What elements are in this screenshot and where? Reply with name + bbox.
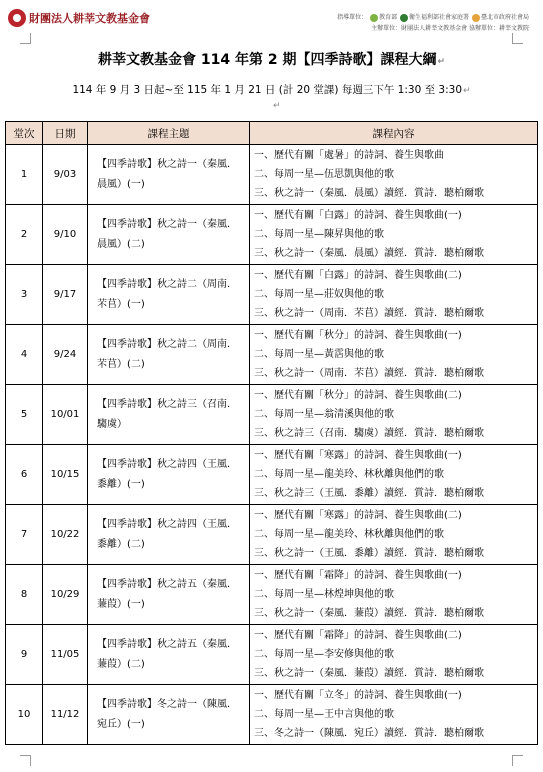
session-number-cell: 1 xyxy=(6,145,43,205)
sponsor-label: 指導單位： xyxy=(337,14,368,21)
foundation-logo xyxy=(8,8,150,28)
topic-cell: 【四季詩歌】秋之詩四（王風．黍離）(二) xyxy=(88,505,250,565)
topic-cell: 【四季詩歌】秋之詩三（召南．騶虞） xyxy=(88,385,250,445)
session-number-cell: 5 xyxy=(6,385,43,445)
date-cell: 10/22 xyxy=(43,505,88,565)
content-cell xyxy=(250,565,538,625)
content-line: 一、歷代有關「霜降」的詩詞、養生與歌曲(二) xyxy=(254,630,462,641)
date-cell: 10/29 xyxy=(43,565,88,625)
course-table xyxy=(5,121,538,745)
content-line: 二、每周一星—龍美玲、林秋離與他們的歌 xyxy=(254,469,444,480)
content-cell xyxy=(250,625,538,685)
mohw-badge-icon xyxy=(400,14,408,22)
date-cell: 9/03 xyxy=(43,145,88,205)
content-line: 三、秋之詩一（周南．芣苢）讀經．賞詩．聽柏爾歌 xyxy=(254,368,484,379)
content-line: 一、歷代有關「秋分」的詩詞、養生與歌曲(二) xyxy=(254,390,462,401)
sponsor-line-1 xyxy=(337,12,529,22)
topic-cell: 【四季詩歌】秋之詩二（周南．芣苢）(二) xyxy=(88,325,250,385)
sponsor-line-2: 主辦單位：財團法人耕莘文教基金會 協辦單位：耕莘文教院 xyxy=(371,25,529,32)
session-number-cell: 2 xyxy=(6,205,43,265)
content-line: 三、秋之詩一（秦風．晨風）讀經．賞詩．聽柏爾歌 xyxy=(254,248,484,259)
header-content: 課程內容 xyxy=(250,122,538,145)
paragraph-mark-icon: ↵ xyxy=(437,57,445,67)
content-line: 一、歷代有關「寒露」的詩詞、養生與歌曲(一) xyxy=(254,450,462,461)
corner-mark-top-right xyxy=(512,33,523,44)
topic-cell: 【四季詩歌】秋之詩二（周南．芣苢）(一) xyxy=(88,265,250,325)
corner-mark-top-left xyxy=(20,33,31,44)
date-cell: 10/15 xyxy=(43,445,88,505)
table-row xyxy=(6,385,538,445)
content-cell xyxy=(250,325,538,385)
corner-mark-bottom-left xyxy=(20,755,31,766)
date-cell: 9/17 xyxy=(43,265,88,325)
session-number-cell: 10 xyxy=(6,685,43,745)
content-line: 一、歷代有關「霜降」的詩詞、養生與歌曲(一) xyxy=(254,570,462,581)
page-title xyxy=(0,49,543,69)
session-number-cell: 3 xyxy=(6,265,43,325)
paragraph-mark-icon: ↵ xyxy=(463,86,471,96)
date-cell: 9/10 xyxy=(43,205,88,265)
table-row xyxy=(6,565,538,625)
table-row xyxy=(6,445,538,505)
date-cell: 10/01 xyxy=(43,385,88,445)
moe-badge-icon xyxy=(370,14,378,22)
foundation-logo-text: 財團法人耕莘文教基金會 xyxy=(29,12,150,25)
content-line: 二、每周一星—黃霑與他的歌 xyxy=(254,349,384,360)
content-cell xyxy=(250,385,538,445)
table-row xyxy=(6,625,538,685)
table-row xyxy=(6,145,538,205)
date-cell: 11/12 xyxy=(43,685,88,745)
topic-cell: 【四季詩歌】秋之詩四（王風．黍離）(一) xyxy=(88,445,250,505)
content-line: 三、秋之詩一（秦風．蒹葭）讀經．賞詩．聽柏爾歌 xyxy=(254,608,484,619)
content-line: 二、每周一星—伍思凱與他的歌 xyxy=(254,169,394,180)
page-title-text: 耕莘文教基金會 114 年第 2 期【四季詩歌】課程大綱 xyxy=(97,52,437,68)
topic-cell: 【四季詩歌】秋之詩一（秦風．晨風）(一) xyxy=(88,145,250,205)
table-row xyxy=(6,205,538,265)
content-line: 二、每周一星—龍美玲、林秋離與他們的歌 xyxy=(254,529,444,540)
content-line: 三、秋之詩一（王風．黍離）讀經．賞詩．聽柏爾歌 xyxy=(254,548,484,559)
content-line: 二、每周一星—翁清溪與他的歌 xyxy=(254,409,394,420)
content-line: 二、每周一星—李安修與他的歌 xyxy=(254,649,394,660)
table-row xyxy=(6,265,538,325)
taipei-badge-icon xyxy=(472,14,480,22)
content-line: 三、秋之詩一（秦風．晨風）讀經．賞詩．聽柏爾歌 xyxy=(254,188,484,199)
session-number-cell: 6 xyxy=(6,445,43,505)
content-line: 一、歷代有關「白露」的詩詞、養生與歌曲(二) xyxy=(254,270,462,281)
sponsor-moe: 教育部 xyxy=(379,14,398,21)
content-line: 一、歷代有關「白露」的詩詞、養生與歌曲(一) xyxy=(254,210,462,221)
content-cell xyxy=(250,205,538,265)
content-line: 二、每周一星—陳昇與他的歌 xyxy=(254,229,384,240)
date-cell: 9/24 xyxy=(43,325,88,385)
page-subtitle-text: 114 年 9 月 3 日起~至 115 年 1 月 21 日 (計 20 堂課) 每週三下午 1:30 至 3:30 xyxy=(72,84,463,96)
session-number-cell: 8 xyxy=(6,565,43,625)
content-cell xyxy=(250,145,538,205)
table-header-row xyxy=(6,122,538,145)
header-date: 日期 xyxy=(43,122,88,145)
header-topic: 課程主題 xyxy=(88,122,250,145)
content-line: 一、歷代有關「寒露」的詩詞、養生與歌曲(二) xyxy=(254,510,462,521)
date-cell: 11/05 xyxy=(43,625,88,685)
foundation-logo-icon xyxy=(8,9,26,27)
session-number-cell: 7 xyxy=(6,505,43,565)
topic-cell: 【四季詩歌】秋之詩一（秦風．晨風）(二) xyxy=(88,205,250,265)
content-line: 二、每周一星—林煌坤與他的歌 xyxy=(254,589,394,600)
content-line: 三、秋之詩三（召南．騶虞）讀經．賞詩．聽柏爾歌 xyxy=(254,428,484,439)
content-cell xyxy=(250,445,538,505)
content-cell xyxy=(250,505,538,565)
header-session: 堂次 xyxy=(6,122,43,145)
table-row xyxy=(6,325,538,385)
content-line: 一、歷代有關「處暑」的詩詞、養生與歌曲 xyxy=(254,150,444,161)
table-row xyxy=(6,505,538,565)
content-line: 一、歷代有關「秋分」的詩詞、養生與歌曲(一) xyxy=(254,330,462,341)
content-line: 三、秋之詩三（王風．黍離）讀經．賞詩．聽柏爾歌 xyxy=(254,488,484,499)
corner-mark-bottom-right xyxy=(512,755,523,766)
content-line: 三、秋之詩一（周南．芣苢）讀經．賞詩．聽柏爾歌 xyxy=(254,308,484,319)
content-line: 三、冬之詩一（陳風．宛丘）讀經．賞詩．聽柏爾歌 xyxy=(254,728,484,739)
session-number-cell: 4 xyxy=(6,325,43,385)
table-row xyxy=(6,685,538,745)
page-subtitle xyxy=(0,82,543,97)
table-body xyxy=(6,145,538,745)
content-line: 三、秋之詩一（秦風．蒹葭）讀經．賞詩．聽柏爾歌 xyxy=(254,668,484,679)
content-line: 二、每周一星—王中言與他的歌 xyxy=(254,709,394,720)
content-line: 二、每周一星—莊奴與他的歌 xyxy=(254,289,384,300)
content-line: 一、歷代有關「立冬」的詩詞、養生與歌曲(一) xyxy=(254,690,462,701)
sponsor-taipei: 臺北市政府社會局 xyxy=(480,14,529,21)
topic-cell: 【四季詩歌】秋之詩五（秦風．蒹葭）(一) xyxy=(88,565,250,625)
content-cell xyxy=(250,685,538,745)
paragraph-mark-icon: ↵ xyxy=(273,101,281,111)
sponsor-mohw: 衛生福利部社會家庭署 xyxy=(409,14,470,21)
content-cell xyxy=(250,265,538,325)
page-header xyxy=(0,0,543,40)
topic-cell: 【四季詩歌】秋之詩五（秦風．蒹葭）(二) xyxy=(88,625,250,685)
topic-cell: 【四季詩歌】冬之詩一（陳風．宛丘）(一) xyxy=(88,685,250,745)
session-number-cell: 9 xyxy=(6,625,43,685)
